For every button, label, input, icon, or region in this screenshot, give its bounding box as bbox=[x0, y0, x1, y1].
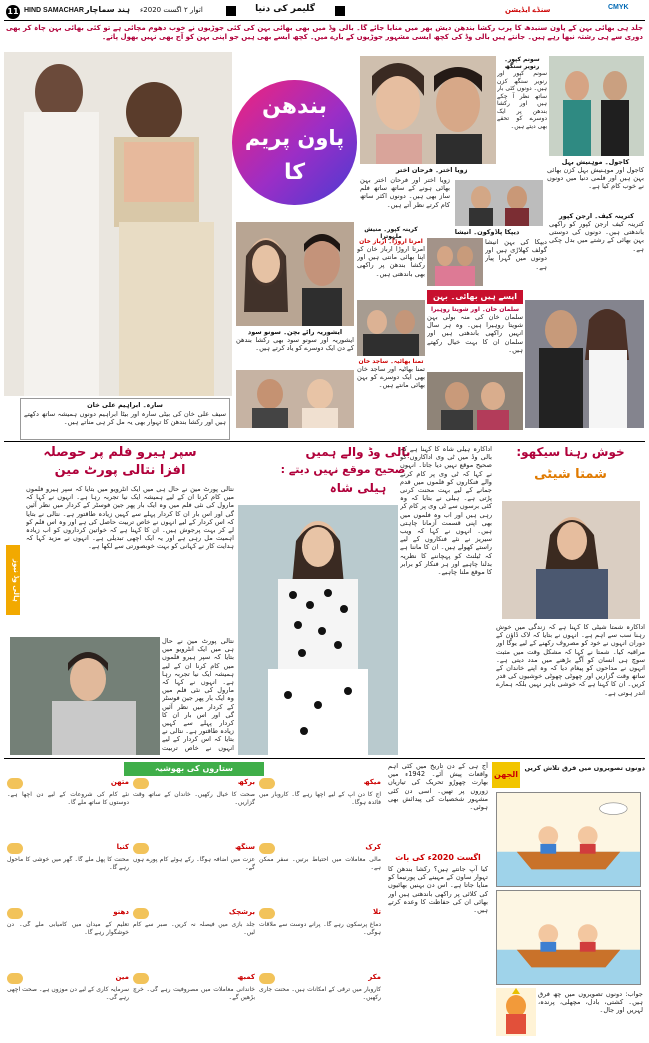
header-rule bbox=[4, 20, 645, 21]
shamita-photo bbox=[502, 501, 640, 619]
horoscope-sign-text: سرمایہ کاری کے لیے دن موزوں ہے۔ صحت اچھی رہے گی۔ bbox=[7, 986, 129, 1001]
main-caption: سارہ۔ ابراہیم علی خان bbox=[87, 401, 163, 409]
feature-bottom-rule bbox=[4, 441, 645, 442]
zodiac-icon bbox=[133, 908, 149, 919]
feature-title-badge bbox=[232, 80, 357, 205]
shamita-illustration bbox=[502, 501, 640, 619]
paper-name-urdu: ہند سماچار bbox=[85, 5, 130, 14]
horoscope-sign bbox=[5, 908, 131, 972]
zodiac-icon bbox=[133, 778, 149, 789]
main-caption-text: سیف علی خان کی بیٹی سارہ اور بیٹا ابراہیم دونوں ہمیشہ ساتھ دکھتے ہیں اور رکشا بندھن کا تہوار بھی یہ مل کر ہی مناتے ہیں۔ bbox=[24, 410, 226, 427]
horoscope-sign-name: دھنو bbox=[113, 908, 129, 916]
top-right-label: سنڈے ایڈیشن bbox=[505, 6, 551, 14]
masthead bbox=[0, 0, 649, 22]
zoya-farhan-illustration bbox=[455, 180, 543, 226]
kareena-manish-caption: کرینہ کپور۔ منیش ملہوترا bbox=[364, 226, 418, 240]
horoscope-sign-name: برشچک bbox=[228, 908, 255, 916]
kajol-mohnish-photo bbox=[549, 56, 644, 156]
sara-ibrahim-illustration bbox=[4, 52, 232, 396]
puzzle-cartoon-top-illustration bbox=[497, 793, 640, 886]
zodiac-icon bbox=[7, 843, 23, 854]
feature-title-line1: بندھن bbox=[261, 94, 327, 119]
horoscope-sign-text: خاندانی معاملات میں مصروفیت رہے گی۔ خرچ بڑھیں گے۔ bbox=[133, 986, 255, 1001]
horoscope-sign-text: دماغ پرسکون رہے گا۔ پرانے دوست سے ملاقات ہوگی۔ bbox=[259, 921, 381, 936]
katrina-arjun-caption: کترینہ کیف۔ ارجن کپور bbox=[559, 212, 634, 220]
issue-date: اتوار ۲ اگست 2020ء bbox=[140, 6, 203, 14]
katrina-arjun-block bbox=[549, 212, 644, 304]
natalie-side-label: ہالی وڈ نیوز bbox=[6, 545, 20, 615]
deepika-anisha-text: دیپکا کی بہن انیشا گولف کھلاڑی ہیں اور دونوں میں گہرا پیار ہے۔ bbox=[485, 238, 547, 271]
shamita-headline-line1: خوش رہنا سیکھو: bbox=[516, 445, 625, 459]
zoya-farhan-text: زویا اختر اور فرحان اختر بہن بھائی ہونے کے ساتھ ساتھ فلم ساز بھی ہیں۔ دونوں اکثر ساتھ کام کرتے نظر آتے ہیں۔ bbox=[360, 176, 450, 209]
horoscope-sign bbox=[257, 778, 383, 842]
cmyk-mark: CMYK bbox=[608, 4, 629, 11]
horoscope-sign bbox=[5, 778, 131, 842]
aishwarya-sonu-illustration bbox=[236, 222, 354, 326]
sonam-ranveer-text: سونم کپور اور رنویر سنگھ کزن ہیں۔ دونوں کئی بار ساتھ نظر آ چکے ہیں اور رکشا بندھن پر ایک دوسرے کو تحفے بھی دیتے ہیں۔ bbox=[497, 70, 547, 130]
zodiac-icon bbox=[133, 973, 149, 984]
horoscope-sign-name: کرک bbox=[365, 843, 381, 851]
shamita-body: اداکارہ شمتا شیٹی کا کہنا ہے کہ زندگی میں خوش رہنا سب سے اہم ہے۔ انہوں نے بتایا کہ لاک ڈاؤن کے دوران انہوں نے خود کو مصروف رکھنے کے لیے یوگا اور مراقبہ کیا۔ شمتا نے کہا کہ مشکل وقت میں مثبت سوچ ہی انسان کو آگے بڑھنے میں مدد دیتی ہے۔ انہوں نے مداحوں کو پیغام دیا کہ وہ اپنے خاندان کے ساتھ وقت گزاریں اور چھوٹی چھوٹی خوشیوں کی قدر کریں۔ ان کا کہنا ہے کہ خوشی باہر نہیں بلکہ ہمارے اندر ہوتی ہے۔ bbox=[496, 623, 645, 697]
page-number: 11 bbox=[6, 5, 20, 19]
zodiac-icon bbox=[7, 908, 23, 919]
natalie-article bbox=[4, 445, 236, 755]
horoscope-sign bbox=[131, 973, 257, 1037]
natalie-illustration bbox=[10, 637, 160, 755]
arbaaz-amrita-photo bbox=[357, 300, 425, 356]
trivia-quiz-text: کیا آپ جانتے ہیں؟ رکشا بندھن کا تہوار ساون کے مہینے کی پورنیما کو منایا جاتا ہے۔ اس دن بہنیں بھائیوں کی کلائی پر راکھی باندھتی ہیں اور بھائی ان کی حفاظت کا وعدہ کرتے ہیں۔ bbox=[388, 865, 488, 915]
feature-intro: جلد ہی بھائی بہن کے پاون سنبدھ کا پرب رکشا بندھن دیش بھر میں منایا جائے گا۔ بالی وڈ میں بھی بھائی بہن کی کئی جوڑیوں نے خوب دھوم مچائی ہے تو کئی بھائی بہن چاہ کر بھی دوری سے ہی رشتہ نبھا رہے ہیں۔ جانتے ہیں بالی وڈ کی کچھ ایسی مشہور جوڑیوں کے بارے میں۔ کچھ ایسے بھی ہیں جو اپنی بہن کو آج بھی نہیں بھول پاتے۔ bbox=[6, 24, 643, 41]
natalie-headline-line2: افزا نتالی پورٹ مین bbox=[54, 463, 186, 478]
zodiac-icon bbox=[133, 843, 149, 854]
horoscope-sign-name: کنیا bbox=[116, 843, 129, 851]
horoscope-sign-text: جلد بازی میں فیصلہ نہ کریں۔ صبر سے کام لیں۔ bbox=[133, 921, 255, 936]
puzzle-question: دونوں تصویروں میں فرق تلاش کریں bbox=[524, 764, 645, 772]
horoscope-sign-name: مین bbox=[115, 973, 129, 981]
horoscope-sign-text: آج کا دن آپ کے لیے اچھا رہے گا۔ کاروبار میں فائدہ ہوگا۔ bbox=[259, 791, 381, 806]
helly-headline-line3: ہیلی شاہ bbox=[329, 481, 387, 495]
aishwarya-sonu-text: ایشوریہ اور سونو سود بھی رکشا بندھن کے دن ایک دوسرے کو یاد کرتے ہیں۔ bbox=[236, 336, 354, 353]
ganesha-image bbox=[496, 988, 536, 1036]
natalie-body: نتالی پورٹ مین نے حال ہی میں ایک انٹرویو میں بتایا کہ سپر ہیرو فلموں میں کام کرنا ان کے لیے ہمیشہ ایک نیا تجربہ رہا ہے۔ انہوں نے کہا کہ مارول کی نئی فلم میں وہ ایک بار پھر جین فوسٹر کے کردار میں نظر آئیں گی اور اس بار ان کا کردار پہلے سے کہیں زیادہ طاقتور ہے۔ نتالی نے بتایا کہ اس کردار کے لیے انہوں نے خاص تربیت حاصل کی ہے اور وہ اس فلم کو لے کر بہت پرجوش ہیں۔ ان کا کہنا ہے کہ خواتین کرداروں کو اب زیادہ اہمیت مل رہی ہے اور یہ ایک اچھی تبدیلی ہے۔ انہوں نے مزید کہا کہ ہدایت کار نے کہانی کو بہت خوبصورتی سے لکھا ہے۔ bbox=[26, 485, 234, 551]
horoscope-sign bbox=[131, 778, 257, 842]
horoscope-sign bbox=[131, 843, 257, 907]
sonam-ranveer-photo bbox=[360, 56, 496, 164]
zodiac-icon bbox=[259, 973, 275, 984]
horoscope-sign-text: عزت میں اضافہ ہوگا۔ رکے ہوئے کام پورے ہوں گے۔ bbox=[133, 856, 255, 871]
puzzle-cartoon-bottom bbox=[496, 890, 641, 985]
arbaaz-amrita-illustration bbox=[357, 300, 425, 356]
zoya-farhan-caption: زویا اختر۔ فرحان اختر bbox=[396, 166, 468, 174]
sara-ibrahim-photo bbox=[4, 52, 232, 396]
horoscope-sign-name: کمبھ bbox=[237, 973, 255, 981]
horoscope-sign bbox=[257, 908, 383, 972]
salman-shweta-photo bbox=[427, 372, 523, 430]
trivia-heading: اگست 2020ء کی بات bbox=[395, 853, 481, 862]
katrina-arjun-photo bbox=[525, 300, 644, 428]
trivia-column bbox=[388, 762, 488, 1039]
natalie-photo bbox=[10, 637, 160, 755]
horoscope-sign-name: متھن bbox=[110, 778, 129, 786]
horoscope-sign-text: مالی معاملات میں احتیاط برتیں۔ سفر ممکن ہے۔ bbox=[259, 856, 381, 871]
zodiac-icon bbox=[7, 973, 23, 984]
horoscope-sign bbox=[131, 908, 257, 972]
kajol-mohnish-caption: کاجول۔ موہنیش بہل bbox=[561, 158, 630, 166]
horoscope-sign-text: محنت کا پھل ملے گا۔ گھر میں خوشی کا ماحول رہے گا۔ bbox=[7, 856, 129, 871]
horoscope-sign-text: کاروبار میں ترقی کے امکانات ہیں۔ محنت جاری رکھیں۔ bbox=[259, 986, 381, 1001]
tamannaah-sajid-block bbox=[357, 358, 425, 430]
section-title: گلیمر کی دنیا bbox=[255, 4, 315, 14]
ganesha-illustration bbox=[496, 988, 536, 1036]
arbaaz-amrita-block bbox=[357, 238, 425, 298]
helly-photo bbox=[238, 505, 398, 755]
horoscope-sign-name: تلا bbox=[373, 908, 381, 916]
salman-shweta-block bbox=[427, 306, 523, 372]
kajol-mohnish-block bbox=[547, 158, 644, 210]
natalie-headline-line1: سپر ہیرو فلم پر حوصلہ bbox=[43, 445, 197, 460]
horoscope-sign-name: میکھ bbox=[363, 778, 381, 786]
katrina-arjun-text: کترینہ کیف ارجن کپور کو راکھی باندھتی ہیں۔ دونوں کی دوستی بہن بھائی کے رشتے میں بدل چکی ہے۔ bbox=[549, 220, 644, 253]
salman-banner: ایسے ہیں بھائی۔ بہن bbox=[427, 290, 523, 304]
salman-shweta-text: سلمان خان کی منہ بولی بہن شویتا روہیرا ہیں۔ وہ ہر سال انہیں راکھی باندھتی ہیں اور سلمان ان کا بہت خیال رکھتے ہیں۔ bbox=[427, 313, 523, 354]
horoscope-sign bbox=[5, 843, 131, 907]
tamannaah-sajid-photo bbox=[236, 370, 354, 428]
helly-article bbox=[238, 445, 494, 755]
helly-headline-line2: صحیح موقع نہیں دیتے : bbox=[280, 463, 406, 476]
sonam-ranveer-caption: سونم کپور۔ رنویر سنگھ bbox=[504, 56, 540, 70]
paper-name: HIND SAMACHAR bbox=[24, 7, 84, 14]
deepika-anisha-photo bbox=[427, 238, 483, 286]
horoscope-sign-name: سنگھ bbox=[235, 843, 255, 851]
puzzle-label: الجھن bbox=[492, 762, 520, 788]
arbaaz-amrita-text: امرتا اروڑا ارباز خان کو اپنا بھائی مانتی ہیں اور رکشا بندھن پر راکھی بھی باندھتی ہیں۔ bbox=[357, 245, 425, 278]
horoscope-sign-text: تعلیم کے میدان میں کامیابی ملے گی۔ دن خوشگوار رہے گا۔ bbox=[7, 921, 129, 936]
horoscope-sign-text: نئے کام کی شروعات کے لیے دن اچھا ہے۔ دوستوں کا ساتھ ملے گا۔ bbox=[7, 791, 129, 806]
zodiac-icon bbox=[259, 843, 275, 854]
deepika-anisha-illustration bbox=[427, 238, 483, 286]
salman-shweta-illustration bbox=[427, 372, 523, 430]
header-marker-left bbox=[226, 6, 236, 16]
aishwarya-sonu-caption: ایشوریہ رائے بچن۔ سونو سود bbox=[247, 328, 343, 336]
horoscope-sign bbox=[5, 973, 131, 1037]
deepika-anisha-caption: دیپکا پاڈوکون۔ انیشا bbox=[454, 228, 520, 236]
puzzle-cartoon-bottom-illustration bbox=[497, 891, 640, 984]
trivia-text: آج ہی کے دن تاریخ میں کئی اہم واقعات پیش آئے۔ 1942ء میں بھارت چھوڑو تحریک کی تیاریاں زوروں پر تھیں۔ اسی دن کئی مشہور شخصیات کی پیدائش بھی ہوئی۔ bbox=[388, 762, 488, 812]
articles-bottom-rule bbox=[4, 758, 645, 759]
tamannaah-sajid-text: تمنا بھاٹیہ اور ساجد خان بھی ایک دوسرے کو بہن بھائی مانتے ہیں۔ bbox=[357, 365, 425, 390]
header-marker-right bbox=[335, 6, 345, 16]
shamita-article bbox=[496, 445, 645, 755]
arbaaz-amrita-caption: امرتا اروڑا۔ ارباز خان bbox=[359, 238, 423, 245]
aishwarya-sonu-photo bbox=[236, 222, 354, 326]
puzzle-section bbox=[492, 762, 645, 1039]
feature-title-line3: کا bbox=[283, 160, 306, 185]
zodiac-icon bbox=[259, 778, 275, 789]
horoscope-sign bbox=[257, 843, 383, 907]
sonam-ranveer-block bbox=[497, 56, 547, 168]
horoscope-title: ستاروں کی بھوشیہ bbox=[124, 762, 264, 776]
main-caption-box bbox=[20, 398, 230, 440]
zodiac-icon bbox=[259, 908, 275, 919]
puzzle-cartoon-top bbox=[496, 792, 641, 887]
horoscope-sign bbox=[257, 973, 383, 1037]
zodiac-icon bbox=[7, 778, 23, 789]
kajol-mohnish-illustration bbox=[549, 56, 644, 156]
kajol-mohnish-text: کاجول اور موہنیش بہل کزن بھائی بہن ہیں اور فلمی دنیا میں دونوں نے خوب کام کیا ہے۔ bbox=[547, 166, 644, 191]
horoscope-section bbox=[4, 762, 384, 1039]
helly-headline-line1: بالی وڈ والے ہمیں bbox=[305, 445, 411, 459]
helly-illustration bbox=[238, 505, 398, 755]
puzzle-answer: جواب: دونوں تصویروں میں چھ فرق ہیں۔ کشتی، بادل، مچھلی، پرندہ، لہریں اور جال۔ bbox=[538, 990, 643, 1015]
horoscope-sign-name: برکھ bbox=[237, 778, 255, 786]
feature-title-line2: پاون پریم bbox=[244, 126, 345, 150]
horoscope-sign-name: مکر bbox=[368, 973, 381, 981]
helly-body: اداکارہ ہیلی شاہ کا کہنا ہے کہ بالی وڈ میں ٹی وی اداکاروں کو صحیح موقع نہیں دیا جاتا۔ انہوں نے کہا کہ ٹی وی پر کام کرنے والے فنکاروں کو فلموں میں قدم جمانے کے لیے بہت محنت کرنی پڑتی ہے۔ ہیلی نے بتایا کہ وہ کئی برسوں سے ٹی وی پر کام کر رہی ہیں اور اب وہ فلموں میں بھی اپنی قسمت آزمانا چاہتی ہیں۔ انہوں نے کہا کہ ویب سیریز نے نئے فنکاروں کے لیے راستے کھولے ہیں۔ ان کا ماننا ہے کہ ٹیلنٹ کو پہچاننے کا نظریہ بدلنا چاہیے اور ہر فنکار کو برابر کا موقع ملنا چاہیے۔ bbox=[400, 445, 492, 577]
salman-shweta-caption: سلمان خان۔ اور شویتا روہیرا bbox=[430, 306, 520, 313]
aishwarya-sonu-block bbox=[236, 328, 354, 368]
katrina-arjun-illustration bbox=[525, 300, 644, 428]
natalie-body-continued: نتالی پورٹ مین نے حال ہی میں ایک انٹرویو میں بتایا کہ سپر ہیرو فلموں میں کام کرنا ان کے لیے ہمیشہ ایک نیا تجربہ رہا ہے۔ انہوں نے کہا کہ مارول کی نئی فلم میں وہ ایک بار پھر جین فوسٹر کے کردار میں نظر آئیں گی اور اس بار ان کا کردار پہلے سے کہیں زیادہ طاقتور ہے۔ نتالی نے بتایا کہ اس کردار کے لیے انہوں نے خاص تربیت bbox=[162, 637, 234, 752]
shamita-headline-line2: شمتا شیٹی bbox=[534, 467, 607, 482]
zoya-farhan-photo bbox=[455, 180, 543, 226]
horoscope-sign-text: صحت کا خیال رکھیں۔ خاندان کے ساتھ وقت گزاریں۔ bbox=[133, 791, 255, 806]
tamannaah-sajid-caption: تمنا بھاٹیہ۔ ساجد خان bbox=[358, 358, 424, 365]
tamannaah-sajid-illustration bbox=[236, 370, 354, 428]
sonam-ranveer-illustration bbox=[360, 56, 496, 164]
horoscope-grid bbox=[4, 778, 384, 1038]
